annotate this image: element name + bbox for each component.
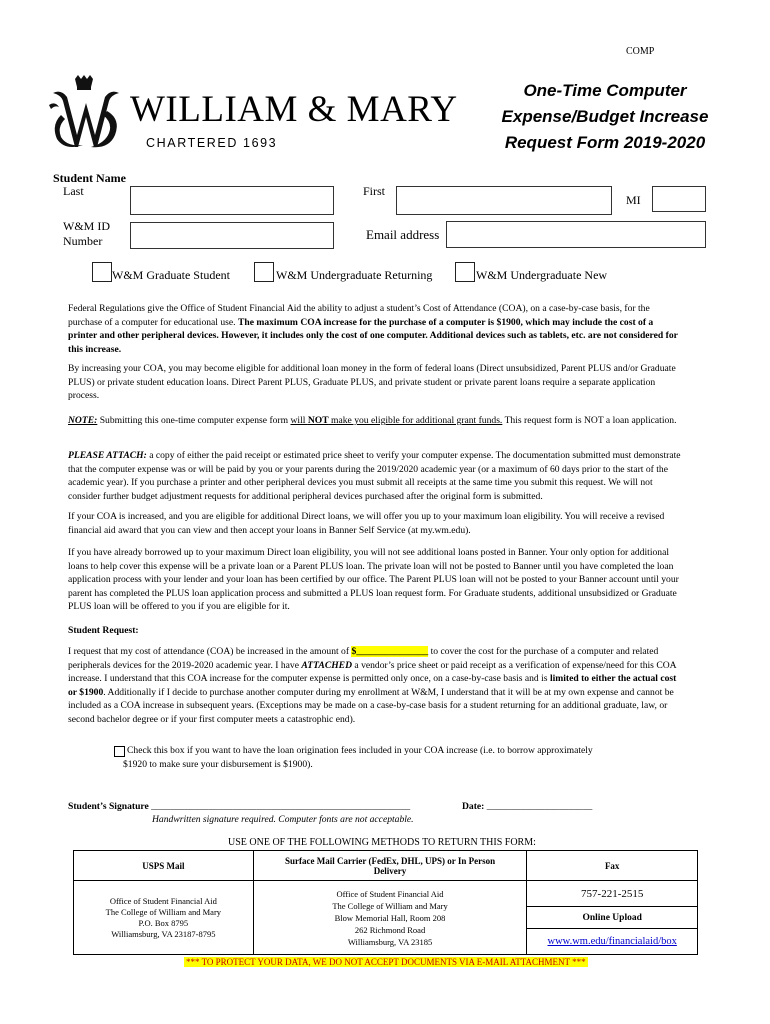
student-name-heading: Student Name [53, 171, 127, 185]
fax-number: 757-221-2515 [527, 881, 698, 907]
wm-id-label: W&M ID [63, 219, 110, 233]
fax-title: Fax [527, 851, 698, 881]
graduate-student-label: W&M Graduate Student [112, 268, 230, 282]
wm-id-label-line2: Number [63, 234, 103, 248]
usps-title: USPS Mail [74, 851, 254, 881]
undergrad-new-label: W&M Undergraduate New [476, 268, 608, 282]
undergrad-new-checkbox[interactable] [455, 262, 475, 282]
last-name-label: Last [63, 184, 84, 198]
carrier-address: Office of Student Financial Aid The College of William and Mary Blow Memorial Hall, Room 208 262 Richmond Road Williamsburg, VA 23185 [253, 881, 527, 955]
mi-label: MI [626, 193, 641, 207]
paragraph-loans: By increasing your COA, you may become eligible for additional loan money in the form of federal loans (Direct unsubsidized, Parent PLUS and/or Graduate PLUS) or private student education loans. Direct Parent PLUS, Graduate PLUS, and private student or private parent loans require a separate application process. [68, 363, 676, 401]
form-title-line: Expense/Budget Increase [501, 107, 709, 126]
origination-fee-label: Check this box if you want to have the loan origination fees included in your COA increase (i.e. to borrow approximately [127, 745, 593, 756]
form-code: COMP [626, 46, 655, 57]
email-warning-banner: *** TO PROTECT YOUR DATA, WE DO NOT ACCEPT DOCUMENTS VIA E-MAIL ATTACHMENT *** [186, 957, 586, 967]
student-request-text: I request that my cost of attendance (COA) be increased in the amount of $_______________ to cover the cost for the purchase of a computer and related peripherals devices for the 2019-2020 academic year. I have ATTACHED a vendor’s price sheet or paid receipt as a verification of expense/need for this COA increase. I understand that this COA increase for the computer expense is permitted only once, on a case-by-case basis and is limited to either the actual cost or $1900. Additionally if I decide to purchase another computer during my enrollment at W&M, I understand that it will be at my own expense and cannot be included as a COA increase in subsequent years. (Exceptions may be made on a case-by-case basis for a student returning for an additional graduate, law, or second bachelor degree or if your first computer meets a catastrophic end). [68, 646, 677, 725]
online-upload-link[interactable]: www.wm.edu/financialaid/box [547, 936, 677, 947]
paragraph-attach: PLEASE ATTACH: a copy of either the paid receipt or estimated price sheet to verify your computer expense. The documentation submitted must demonstrate that the computer expense was or will be paid by you or your parents during the 2019/2020 academic year (or a maximum of 60 days prior to the start of the academic year). If you purchase a printer and other peripheral devices you must submit all receipts at the same time you submit this request. We will not consider further budget adjustment requests for additional peripheral devices purchased after the original form is submitted. [68, 450, 681, 502]
undergrad-returning-label: W&M Undergraduate Returning [276, 268, 433, 282]
amount-field[interactable]: $_______________ [351, 646, 429, 657]
cipher-logo-icon [47, 75, 125, 155]
first-name-input[interactable] [396, 186, 612, 215]
undergrad-returning-checkbox[interactable] [254, 262, 274, 282]
online-upload-title: Online Upload [527, 907, 698, 929]
paragraph-note: NOTE: Submitting this one-time computer expense form will NOT make you eligible for additional grant funds. This request form is NOT a loan application. [68, 415, 677, 426]
paragraph-regulations: Federal Regulations give the Office of Student Financial Aid the ability to adjust a student’s Cost of Attendance (COA), on a case-by-case basis, for the purchase of a computer for educational use. The maximum COA increase for the purchase of a computer is $1900, which may include the cost of a printer and other peripheral devices. However, it includes only the cost of one computer. Additional devices such as tablets, etc. are not considered for this increase. [68, 303, 678, 355]
first-name-label: First [363, 184, 386, 198]
carrier-title: Surface Mail Carrier (FedEx, DHL, UPS) or In Person Delivery [253, 851, 527, 881]
origination-fee-checkbox[interactable] [114, 746, 125, 757]
mi-input[interactable] [652, 186, 706, 212]
paragraph-coa-increase: If your COA is increased, and you are eligible for additional Direct loans, we will offer you up to your maximum loan eligibility. You will receive a revised financial aid award that you can view and then accept your loans in Banner Self Service (at my.wm.edu). [68, 511, 665, 536]
last-name-input[interactable] [130, 186, 334, 215]
email-label: Email address [366, 227, 440, 242]
institution-name: WILLIAM & MARY [130, 89, 458, 130]
date-field[interactable]: Date: ______________________ [462, 801, 593, 812]
student-request-heading: Student Request: [68, 625, 139, 636]
signature-field[interactable]: Student’s Signature ______________________________________________________ [68, 801, 411, 812]
form-title-line: One-Time Computer [523, 81, 687, 100]
usps-address: Office of Student Financial Aid The College of William and Mary P.O. Box 8795 Williamsburg, VA 23187-8795 [74, 881, 254, 955]
wm-id-input[interactable] [130, 222, 334, 249]
chartered-text: CHARTERED 1693 [146, 136, 278, 150]
origination-fee-label-line2: $1920 to make sure your disbursement is $1900). [123, 759, 313, 770]
paragraph-max-borrowed: If you have already borrowed up to your maximum Direct loan eligibility, you will not see additional loans posted in Banner. Your only option for additional loans to help cover this expense will be a private loan or a Parent PLUS loan. The private loan will not be posted to Banner until you have completed the loan application process with your lender and your loan has been certified by our office. The Parent PLUS loan will not be posted to your Banner account until your parent has completed the PLUS loan application process and submitted a PLUS loan request form. For Graduate students, additional unsubsidized or Graduate PLUS loan will be offered to you if you are eligible for it. [68, 547, 679, 612]
email-input[interactable] [446, 221, 706, 248]
signature-note: Handwritten signature required. Computer fonts are not acceptable. [152, 814, 414, 825]
graduate-student-checkbox[interactable] [92, 262, 112, 282]
form-title-line: Request Form 2019-2020 [504, 133, 706, 152]
return-methods-heading: USE ONE OF THE FOLLOWING METHODS TO RETURN THIS FORM: [228, 837, 536, 848]
form-title [490, 78, 720, 156]
return-methods-table [73, 850, 698, 955]
